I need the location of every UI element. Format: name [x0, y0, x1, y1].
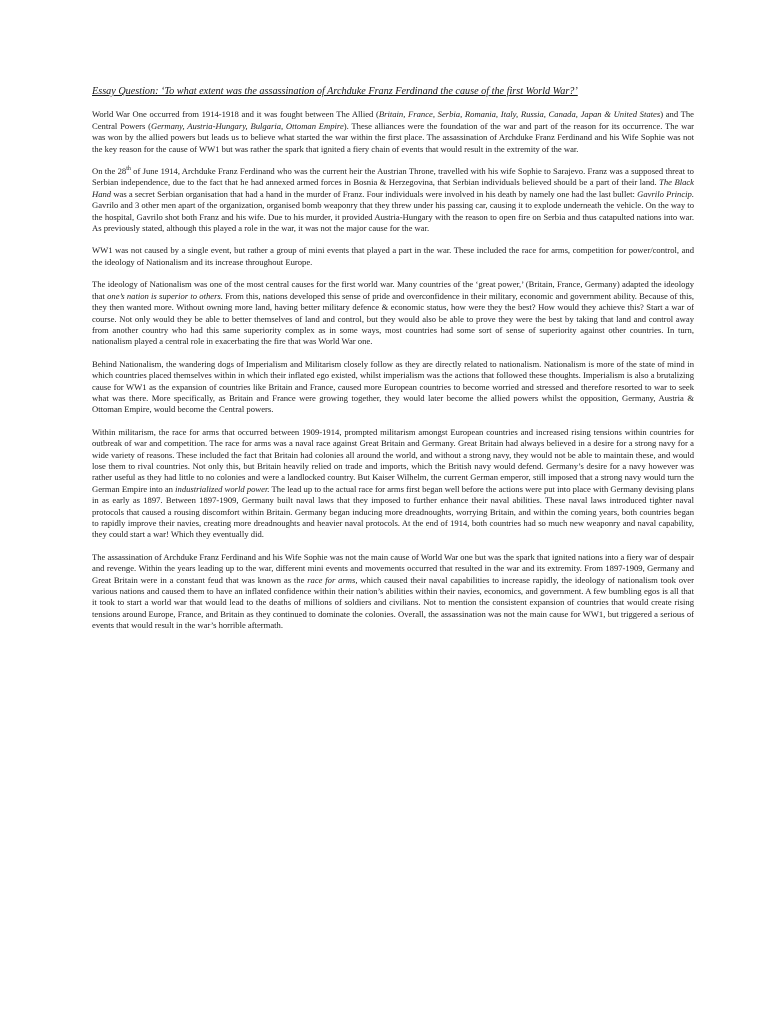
- essay-body: [92, 109, 694, 631]
- paragraph-text: The lead up to the actual race for arms first began well before the actions were put into place with Germany devising plans in as early as 1897. Between 1897-1909, Germany built naval laws that they imposed to further enhance their naval abilities. These naval laws introduced tighter naval protocols that caused a rousing discomfort within Britain. Germany began inducing more dreadnoughts, worrying Britain, and within the coming years, both countries began to rapidly improve their navies, creating more dreadnoughts and heavier naval protocols. At the end of 1914, both countries had so much new weaponry and naval capability, they could start a war! Which they eventually did.: [92, 483, 694, 540]
- italic-text: Gavrilo Princip.: [637, 188, 695, 199]
- essay-paragraph: [92, 427, 694, 541]
- paragraph-text: World War One occurred from 1914-1918 and it was fought between The Allied (: [92, 109, 379, 120]
- paragraph-text: ) and The Central Powers (: [92, 109, 694, 131]
- italic-text: Britain, France, Serbia, Romania, Italy, Russia, Canada, Japan & United States: [378, 109, 661, 120]
- paragraph-text: which caused their naval capabilities to increase rapidly, the ideology of nationalism took over various nations and caused them to have an inflated confidence within their nation’s abilities within their navies, economics, and government. A few bumbling egos is all that it took to start a world war that would lead to the deaths of millions of soldiers and civilians. Not to mention the consistent expansion of countries that would create rising tensions around Europe, France, and Britain as they continued to dominate the colonies. Overall, the assassination was not the main cause for WW1, but triggered a serious of events that would result in the war’s horrible aftermath.: [92, 574, 694, 631]
- paragraph-text: The assassination of Archduke Franz Ferdinand and his Wife Sophie was not the main cause of World War one but was the spark that ignited nations into a fiery war of despair and revenge. Within the years leading up to the war, different mini events and movements occurred that resulted in the war and its extremity. From 1897-1909, Germany and Great Britain were in a constant feud that was known as the: [92, 551, 694, 585]
- paragraph-text: ). These alliances were the foundation of the war and part of the reason for its occurrence. The war was won by the allied powers but leads us to believe what started the war within the first place. The assassination of Archduke Franz Ferdinand and his Wife Sophie was not the key reason for the cause of WW1 but was rather the spark that ignited a fiery chain of events that would result in the extremity of the war.: [92, 120, 694, 154]
- essay-title: Essay Question: ‘To what extent was the assassination of Archduke Franz Ferdinand the cause of the first World War?’: [92, 86, 578, 97]
- paragraph-text: of June 1914, Archduke Franz Ferdinand who was the current heir the Austrian Throne, travelled with his wife Sophie to Sarajevo. Franz was a supposed threat to Serbian independence, due to the fact that he had annexed armed forces in Bosnia & Herzegovina, that Serbian individuals believed should be a part of their land.: [92, 166, 694, 188]
- paragraph-text: From this, nations developed this sense of pride and overconfidence in their military, economic and government ability. Because of this, they then wanted more. Without owning more land, having better military defence & economic status, how were they the best? How would they achieve this? Start a war of course. Not only would they be able to better themselves of land and control, but they would also be able to prove they were the best by taking that land and control away from another country who had this same superiority complex as in some ways, most countries had some sort of sense of superiority against other countries. In turn, nationalism played a central role in exacerbating the fire that was World War one.: [92, 290, 694, 347]
- paragraph-text: Gavrilo and 3 other men apart of the organization, organised bomb weaponry that they threw under his passing car, causing it to explode underneath the vehicle. On the way to the hospital, Gavrilo shot both Franz and his wife. Due to his murder, it provided Austria-Hungary with the reason to open fire on Serbia and thus catapulted nations into war. As previously stated, although this played a role in the war, it was not the major cause for the war.: [92, 200, 694, 234]
- paragraph-text: The ideology of Nationalism was one of the most central causes for the first world war. Many countries of the ‘great power,’ (Britain, France, Germany) adapted the ideology that: [92, 279, 694, 301]
- paragraph-text: Within militarism, the race for arms that occurred between 1909-1914, prompted militarism amongst European countries and increased rising tensions within countries for outbreak of war and competition. The race for arms was a naval race against Great Britain and Germany. Great Britain had always believed in a desire for a strong navy for a wide variety of reasons. These included the fact that Britain had colonies all around the world, and without a strong navy, they would not be able to maintain these, and would lose them to rival countries. Not only this, but Britain heavily relied on trade and imports, which the British navy would defend. Germany’s desire for a navy however was rather useful as they had little to no colonies and were a landlocked country. But Kaiser Wilhelm, the current German emperor, still imposed that a strong navy would turn the German Empire into an: [92, 426, 694, 494]
- italic-text: race for arms,: [307, 574, 358, 585]
- paragraph-text: Behind Nationalism, the wandering dogs of Imperialism and Militarism closely follow as they are directly related to nationalism. Nationalism is more of the state of mind in which countries placed themselves within in which their inflated ego existed, whilst imperialism was the actions that followed these thoughts. Imperialism is also a brutalizing cause for WW1 as the expansion of countries like Britain and France, caused more European countries to become worried and stressed and therefore resorted to war to seek what was there. More specifically, as Britain and France were growing together, they would later become the allied powers whilst the opposition, Germany, Austria & Ottoman Empire, would become the Central powers.: [92, 358, 694, 415]
- italic-text: one’s nation is superior to others.: [107, 290, 223, 301]
- paragraph-text: On the 28: [92, 166, 127, 177]
- essay-paragraph: [92, 552, 694, 632]
- italic-text: The Black Hand: [92, 177, 695, 199]
- italic-text: Germany, Austria-Hungary, Bulgaria, Ottoman Empire: [151, 120, 344, 131]
- superscript-text: th: [126, 166, 131, 173]
- paragraph-text: was a secret Serbian organisation that had a hand in the murder of Franz. Four individuals were involved in his death by namely one had the last bullet:: [111, 188, 638, 199]
- essay-paragraph: [92, 245, 694, 268]
- paragraph-text: WW1 was not caused by a single event, but rather a group of mini events that played a part in the war. These included the race for arms, competition for power/control, and the ideology of Nationalism and its increase throughout Europe.: [92, 245, 694, 267]
- essay-paragraph: [92, 279, 694, 347]
- essay-paragraph: [92, 359, 694, 416]
- essay-paragraph: [92, 166, 694, 234]
- italic-text: industrialized world power.: [175, 483, 270, 494]
- essay-paragraph: [92, 109, 694, 155]
